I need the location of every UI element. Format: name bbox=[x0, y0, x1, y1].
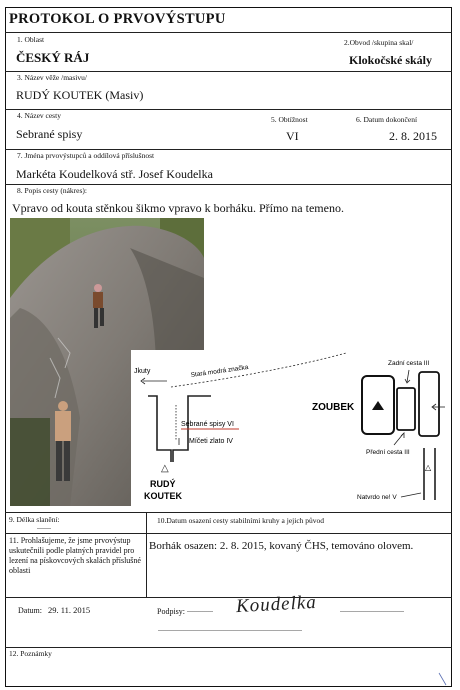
divider bbox=[5, 533, 452, 534]
form-title: PROTOKOL O PRVOVÝSTUPU bbox=[9, 11, 226, 27]
divider bbox=[5, 512, 452, 513]
divider bbox=[146, 533, 147, 597]
tower-label: 3. Název věže /masivu/ bbox=[17, 73, 87, 82]
district-label: 2.Obvod /skupina skal/ bbox=[344, 38, 414, 47]
completion-date-label: 6. Datum dokončení bbox=[356, 115, 418, 124]
bolt-date-value: Borhák osazen: 2. 8. 2015, kovaný ČHS, temováno olovem. bbox=[149, 540, 414, 552]
signatures-label: Podpisy: bbox=[157, 607, 186, 616]
area-value: ČESKÝ RÁJ bbox=[16, 50, 90, 65]
divider bbox=[5, 184, 452, 185]
sketch-jkuty: Jkuty bbox=[134, 368, 151, 375]
divider bbox=[5, 32, 452, 33]
pen-mark-icon bbox=[437, 672, 449, 686]
declaration-text: 11. Prohlašujeme, že jsme prvovýstup uskutečnili podle platných pravidel pro lezení na pískovcových skalách příslušné oblasti bbox=[9, 536, 141, 575]
description-label: 8. Popis cesty (nákres): bbox=[17, 186, 87, 195]
divider bbox=[146, 512, 147, 533]
signature-dots-3: ........................................................................ bbox=[158, 624, 302, 633]
sketch-zoubek: ZOUBEK bbox=[312, 402, 355, 413]
divider bbox=[5, 647, 452, 648]
signature: Koudelka bbox=[235, 591, 318, 618]
divider bbox=[5, 149, 452, 150]
route-value: Sebrané spisy bbox=[16, 127, 83, 141]
climbers-value: Markéta Koudelková stř. Josef Koudelka bbox=[16, 167, 213, 181]
difficulty-label: 5. Obtížnost bbox=[271, 115, 308, 124]
rappel-value: ------- bbox=[37, 526, 51, 532]
sketch-zadni: Zadní cesta III bbox=[388, 360, 430, 367]
tower-value: RUDÝ KOUTEK (Masiv) bbox=[16, 88, 144, 102]
sketch-marking: Stará modrá značka bbox=[190, 363, 249, 379]
bolt-date-label: 10.Datum osazení cesty stabilními kruhy a jejich původ bbox=[157, 516, 325, 525]
sketch-micet: Míčeti zlato IV bbox=[189, 438, 233, 445]
route-sketch bbox=[131, 350, 447, 512]
district-value: Klokočské skály bbox=[349, 53, 433, 67]
climbers-label: 7. Jména prvovýstupců a oddílová příslušnost bbox=[17, 151, 155, 160]
sketch-predni: Přední cesta III bbox=[366, 449, 410, 456]
sketch-tower-name-2: KOUTEK bbox=[144, 491, 182, 501]
sketch-tower-name-1: RUDÝ bbox=[150, 479, 176, 489]
sketch-triangle-small-icon: △ bbox=[425, 463, 432, 472]
notes-label: 12. Poznámky bbox=[9, 649, 52, 658]
route-label: 4. Název cesty bbox=[17, 111, 61, 120]
sketch-route-name: Sebrané spisy VI bbox=[181, 421, 234, 428]
description-value: Vpravo od kouta stěnkou šikmo vpravo k borháku. Přímo na temeno. bbox=[12, 201, 344, 215]
signature-dots: ............. bbox=[187, 605, 213, 614]
area-label: 1. Oblast bbox=[17, 35, 45, 44]
sketch-summit-icon bbox=[372, 401, 384, 410]
difficulty-value: VI bbox=[286, 129, 299, 143]
date-value: 29. 11. 2015 bbox=[48, 605, 91, 615]
divider bbox=[5, 109, 452, 110]
rappel-label: 9. Délka slanění: bbox=[9, 515, 60, 524]
signature-dots-2: ................................ bbox=[340, 605, 404, 614]
date-label: Datum: bbox=[18, 606, 42, 615]
completion-date-value: 2. 8. 2015 bbox=[389, 129, 437, 143]
divider bbox=[5, 71, 452, 72]
sketch-natvrdo: Natvrdo ne! V bbox=[357, 494, 397, 501]
divider bbox=[5, 597, 146, 598]
sketch-triangle-icon: △ bbox=[161, 463, 169, 474]
